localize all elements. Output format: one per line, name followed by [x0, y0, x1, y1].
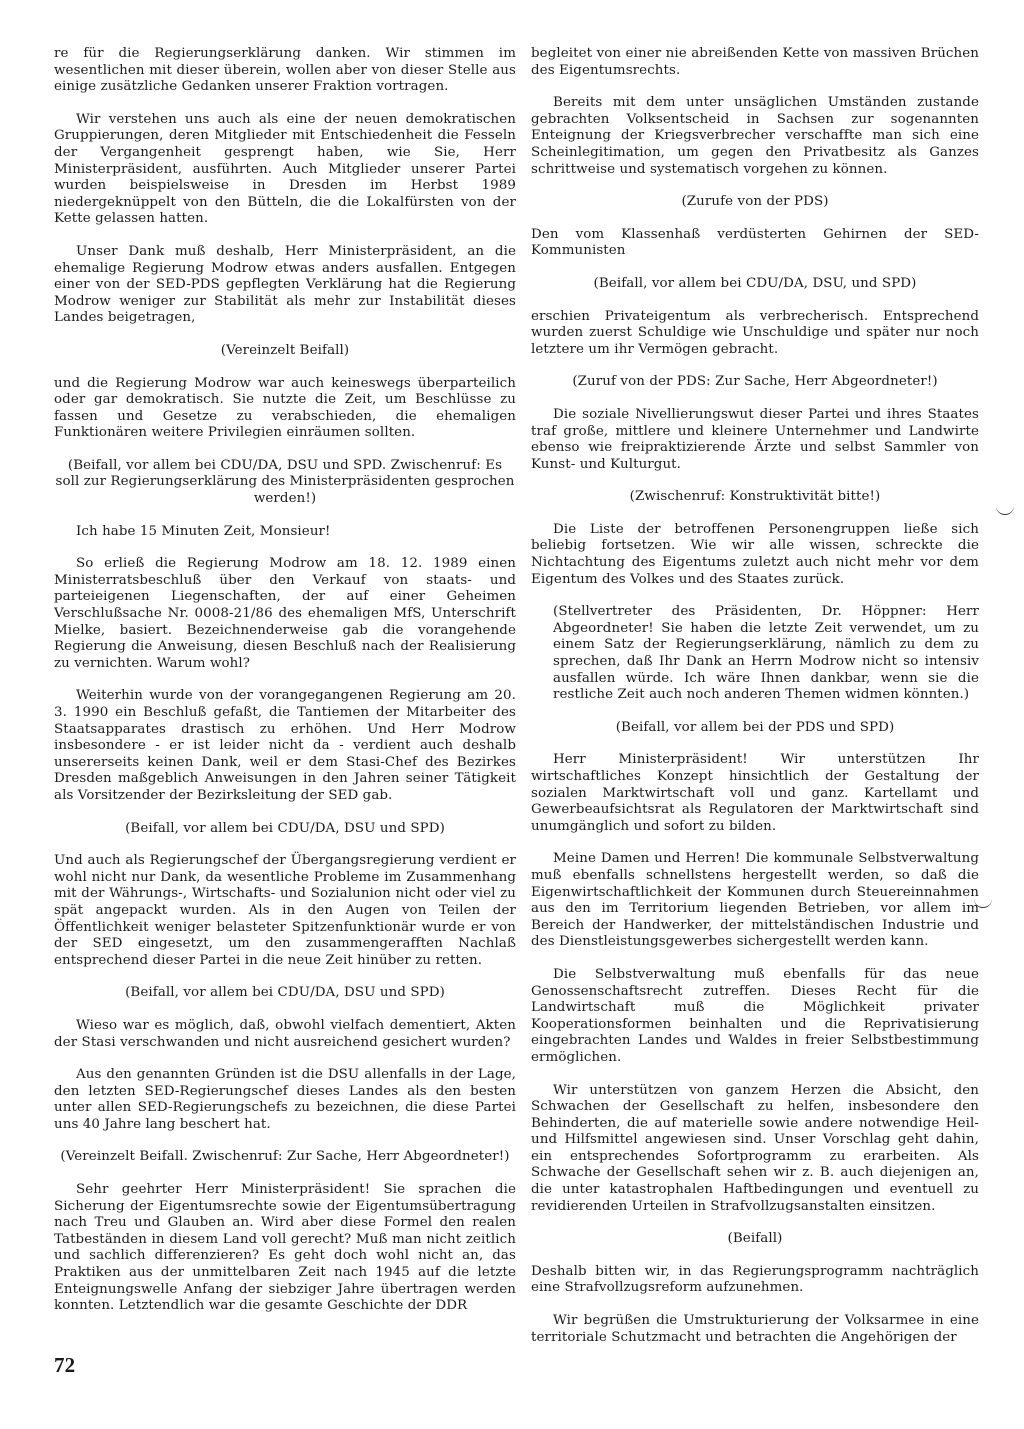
interjection: (Vereinzelt Beifall. Zwischenruf: Zur Sache, Herr Abgeordneter!) [60, 1149, 510, 1165]
paragraph: Herr Ministerpräsident! Wir unterstützen Ihr wirtschaftliches Konzept hinsichtlich der Gestaltung der sozialen Marktwirtschaft voll und ganz. Kartellamt und Gewerbeaufsichtsrat als Regulatoren der Marktwirtschaft sind unumgänglich und sofort zu bilden. [531, 752, 979, 834]
paragraph: Und auch als Regierungschef der Übergangsregierung verdient er wohl nicht nur Dank, da wesentliche Probleme im Zusammenhang mit der Währungs-, Wirtschafts- und Sozialunion nicht oder viel zu spät angepackt wurden. Als in den Augen von Teilen der Öffentlichkeit weniger belasteter Spitzenfunktionär wurde er von der SED eingesetzt, um den zusammengerafften Nachlaß entsprechend dieser Partei in die neue Zeit hinüber zu retten. [54, 853, 516, 968]
paragraph: erschien Privateigentum als verbrecherisch. Entsprechend wurden zuerst Schuldige wie Unschuldige und später nur noch letztere um ihr Vermögen gebracht. [531, 308, 979, 357]
paragraph: Wieso war es möglich, daß, obwohl vielfach dementiert, Akten der Stasi verschwanden und nicht ausreichend gesichert wurden? [54, 1017, 516, 1050]
paragraph: Den vom Klassenhaß verdüsterten Gehirnen der SED-Kommunisten [531, 226, 979, 259]
interjection: (Zurufe von der PDS) [681, 194, 829, 210]
paragraph: So erließ die Regierung Modrow am 18. 12. 1989 einen Ministerratsbeschluß über den Verkauf von staats- und parteieigenen Liegenschaften, der auf einer Geheimen Verschlußsache Nr. 0008-21/86 des ehemaligen MfS, Unterschrift Mielke, basiert. Bezeichnenderweise gab die vorangehende Regierung die Anweisung, diesen Beschluß nach der Realisierung zu vernichten. Warum wohl? [54, 556, 516, 671]
paragraph: und die Regierung Modrow war auch keineswegs überparteilich oder gar demokratisch. Sie nutzte die Zeit, um Beschlüsse zu fassen und Gesetze zu verabschieden, die ehemaligen Funktionären weitere Privilegien einräumen sollten. [54, 375, 516, 441]
president-remark: (Stellvertreter des Präsidenten, Dr. Höppner: Herr Abgeordneter! Sie haben die letzte Zeit verwendet, um zu einem Satz der Regierungserklärung, nämlich zu dem zu sprechen, daß Ihr Dank an Herrn Modrow nicht so intensiv ausfallen würde. Ich wäre Ihnen dankbar, wenn sie die restliche Zeit auch noch anderen Themen widmen könnten.) [553, 604, 979, 703]
left-column [54, 46, 516, 1331]
page-number: 72 [54, 1353, 76, 1377]
paragraph: Meine Damen und Herren! Die kommunale Selbstverwaltung muß ebenfalls schnellstens hergestellt werden, so daß die Eigenwirtschaftlichkeit der Kommunen durch Steuereinnahmen aus den im Territorium liegenden Betrieben, vor allem im Bereich der Handwerker, der mittelständischen Industrie und des Dienstleistungsgewerbes sichergestellt werden kann. [531, 851, 979, 950]
paragraph: Bereits mit dem unter unsäglichen Umständen zustande gebrachten Volksentscheid in Sachsen zur sogenannten Enteignung der Kriegsverbrecher verschaffte man sich eine Scheinlegitimation, um gegen den Privatbesitz als Ganzes schrittweise und systematisch vorgehen zu können. [531, 95, 979, 177]
interjection: (Beifall, vor allem bei CDU/DA, DSU und SPD) [125, 985, 445, 1001]
paragraph: Ich habe 15 Minuten Zeit, Monsieur! [76, 523, 331, 539]
paragraph: Wir unterstützen von ganzem Herzen die Absicht, den Schwachen der Gesellschaft zu helfen, insbesondere den Behinderten, die auf materielle sowie andere notwendige Heil- und Hilfsmittel angewiesen sind. Unser Vorschlag geht dahin, ein entsprechendes Sofortprogramm zu erarbeiten. Als Schwache der Gesellschaft sehen wir z. B. auch diejenigen an, die unter katastrophalen Haftbedingungen und eventuell zu revidierenden Urteilen in Strafvollzugsanstalten einsitzen. [531, 1082, 979, 1214]
paragraph: Die Selbstverwaltung muß ebenfalls für das neue Genossenschaftsrecht zutreffen. Dieses Recht für die Landwirtschaft muß die Möglichkeit privater Kooperationsformen beinhalten und die Reprivatisierung eingebrachten Landes und Waldes in freier Selbstbestimmung ermöglichen. [531, 966, 979, 1065]
interjection: (Zwischenruf: Konstruktivität bitte!) [629, 489, 881, 505]
interjection: (Zuruf von der PDS: Zur Sache, Herr Abgeordneter!) [572, 374, 938, 390]
interjection: (Beifall, vor allem bei CDU/DA, DSU, und SPD) [593, 275, 917, 291]
paragraph: begleitet von einer nie abreißenden Kette von massiven Brüchen des Eigentumsrechts. [531, 46, 979, 78]
right-column [531, 46, 979, 1362]
paragraph: Die soziale Nivellierungswut dieser Partei und ihres Staates traf große, mittlere und kleinere Unternehmer und Landwirte ebenso wie freipraktizierende Ärzte und selbst Sammler von Kunst- und Kulturgut. [531, 406, 979, 472]
paragraph: Sehr geehrter Herr Ministerpräsident! Sie sprachen die Sicherung der Eigentumsrechte sowie der Eigentumsübertragung nach Treu und Glauben an. Wird aber diese Formel den realen Tatbeständen in diesem Land voll gerecht? Muß man nicht zeitlich und sachlich differenzieren? Es geht doch wohl nicht an, das Praktiken aus der unmittelbaren Zeit nach 1945 auf die letzte Enteignungswelle Anfang der siebziger Jahre übertragen werden konnten. Letztendlich war die gesamte Geschichte der DDR [54, 1182, 516, 1314]
paragraph: Unser Dank muß deshalb, Herr Ministerpräsident, an die ehemalige Regierung Modrow etwas anders ausfallen. Entgegen einer von der SED-PDS gepflegten Verklärung hat die Regierung Modrow weniger zur Stabilität als mehr zur Instabilität dieses Landes beigetragen, [54, 243, 516, 326]
paragraph: Die Liste der betroffenen Personengruppen ließe sich beliebig fortsetzen. Wie wir alle wissen, schreckte die Nichtachtung des Eigentums zuletzt auch nicht mehr vor dem Eigentum des Volkes und des Staates zurück. [531, 521, 979, 587]
paragraph: re für die Regierungserklärung danken. Wir stimmen im wesentlichen mit dieser überein, wollen aber von dieser Stelle aus einige zusätzliche Gedanken unserer Fraktion vortragen. [54, 46, 516, 95]
paragraph: Aus den genannten Gründen ist die DSU allenfalls in der Lage, den letzten SED-Regierungschef dieses Landes als den besten unter allen SED-Regierungschefs zu bezeichnen, die diese Partei uns 40 Jahre lang beschert hat. [54, 1067, 516, 1132]
interjection: (Vereinzelt Beifall) [220, 342, 350, 358]
paragraph: Wir verstehen uns auch als eine der neuen demokratischen Gruppierungen, deren Mitglieder mit Entschiedenheit die Fesseln der Vergangenheit gesprengt haben, wie Sie, Herr Ministerpräsident, ausführten. Auch Mitglieder unserer Partei wurden beispielsweise in Dresden im Herbst 1989 niedergeknüppelt von den Bütteln, die die Lokalfürsten von der Kette gelassen hatten. [54, 111, 516, 227]
interjection: (Beifall) [727, 1231, 783, 1247]
paragraph: Deshalb bitten wir, in das Regierungsprogramm nachträglich eine Strafvollzugsreform aufzunehmen. [531, 1263, 979, 1296]
interjection: (Beifall, vor allem bei der PDS und SPD) [615, 719, 895, 735]
paragraph: Weiterhin wurde von der vorangegangenen Regierung am 20. 3. 1990 ein Beschluß gefaßt, die Tantiemen der Mitarbeiter des Staatsapparates drastisch zu erhöhen. Und Herr Modrow insbesondere - er ist leider nicht da - verdient auch deshalb unsererseits keinen Dank, weil er dem Stasi-Chef des Bezirkes Dresden maßgeblich Anweisungen in den Jahren seiner Tätigkeit als Vorsitzender der Bezirksleitung der SED gab. [54, 688, 516, 803]
interjection: (Beifall, vor allem bei CDU/DA, DSU und SPD. Zwischenruf: Es soll zur Regierungserklärung des Ministerpräsidenten gesprochen werden!) [55, 457, 515, 507]
paragraph: Wir begrüßen die Umstrukturierung der Volksarmee in eine territoriale Schutzmacht und betrachten die Angehörigen der [531, 1313, 979, 1345]
margin-mark [996, 506, 1014, 515]
interjection: (Beifall, vor allem bei CDU/DA, DSU und SPD) [125, 820, 445, 836]
